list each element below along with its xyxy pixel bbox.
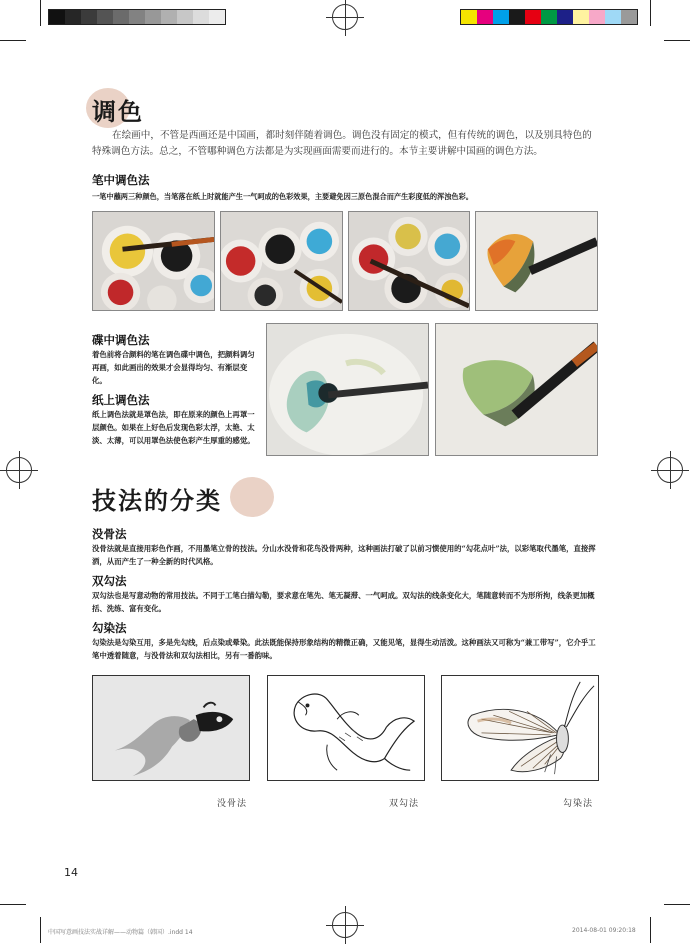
brush-mix-photo-1	[92, 211, 215, 311]
registration-mark-bottom	[332, 912, 358, 938]
section-title-color-mixing	[92, 92, 144, 126]
crop-mark	[0, 904, 26, 905]
crop-mark	[664, 40, 690, 41]
paper-mix-photo	[435, 323, 598, 456]
brush-mix-photo-4	[475, 211, 598, 311]
registration-mark-top	[332, 4, 358, 30]
color-calibration-bar	[460, 9, 638, 25]
crop-mark	[650, 917, 651, 943]
crop-mark	[664, 904, 690, 905]
shuanggou-text: 双勾法也是写意动物的常用技法。不同于工笔白描勾勒，要求意在笔先、笔无凝滞、一气呵成。双勾法的线条变化大，笔随意转而不为形所拘，线条更加概括、洗练、富有变化。	[92, 591, 595, 613]
caption-mogu: 没骨法	[217, 799, 248, 809]
mogu-goldfish-painting	[92, 675, 250, 781]
goudian-butterfly-painting	[441, 675, 599, 781]
paper-mix-title: 纸上调色法	[92, 393, 150, 407]
brush-mix-photo-3	[348, 211, 470, 311]
crop-mark	[40, 0, 41, 26]
grayscale-calibration-bar	[48, 9, 226, 25]
caption-goudian: 勾染法	[563, 799, 594, 809]
caption-shuanggou: 双勾法	[389, 799, 420, 809]
brush-mix-text: 一笔中蘸两三种颜色，当笔落在纸上时就能产生一气呵成的色彩效果，主要避免因三原色混合而产生彩度低的浑浊色彩。	[92, 192, 473, 201]
dish-mix-title: 碟中调色法	[92, 333, 150, 347]
goudian-text: 勾染法是勾染互用，多是先勾线，后点染或晕染。此法既能保持形象结构的精微正确，又能见笔，显得生动活泼。这种画法又可称为“兼工带写”，它介乎工笔中透着随意，与没骨法和双勾法相比，另有一番韵味。	[92, 638, 596, 660]
crop-mark	[40, 917, 41, 943]
heading-blob	[230, 477, 274, 517]
registration-mark-right	[657, 457, 683, 483]
section-title-techniques	[92, 481, 222, 515]
dish-mix-text: 着色前将合颜料的笔在调色碟中调色，把颜料调匀再画，如此画出的效果才会显得均匀、有渐层变化。	[92, 350, 255, 385]
page-number: 14	[64, 866, 78, 879]
goudian-title: 勾染法	[92, 621, 127, 635]
section-title-text: 调色	[92, 98, 144, 126]
brush-mix-photo-2	[220, 211, 343, 311]
shuanggou-title: 双勾法	[92, 574, 127, 588]
registration-mark-left	[6, 457, 32, 483]
crop-mark	[0, 40, 26, 41]
mogu-text: 没骨法就是直接用彩色作画，不用墨笔立骨的技法。分山水没骨和花鸟没骨两种，这种画法打破了以前习惯使用的“勾花点叶”法，以彩笔取代墨笔，直接挥洒，从而产生了一种全新的时代风格。	[92, 544, 596, 566]
crop-mark	[650, 0, 651, 26]
brush-mix-title: 笔中调色法	[92, 173, 150, 187]
footer-timestamp: 2014-08-01 09:20:18	[572, 927, 636, 934]
footer-file-info: 中国写意画技法实战详解——动物篇（韩国）.indd 14	[48, 929, 193, 936]
dish-mix-photo	[266, 323, 429, 456]
intro-paragraph: 在绘画中，不管是西画还是中国画，都时刻伴随着调色。调色没有固定的模式，但有传统的调色，以及别具特色的特殊调色方法。总之，不管哪种调色方法都是为实现画面需要而进行的。本节主要讲解中国画的调色方法。	[92, 130, 592, 157]
paper-mix-text: 纸上调色法就是罩色法，即在原来的颜色上再罩一层颜色。如果在上好色后发现色彩太浮，太艳、太淡、太薄，可以用罩色法使色彩产生厚重的感觉。	[92, 410, 255, 445]
section-title-text: 技法的分类	[92, 487, 222, 515]
mogu-title: 没骨法	[92, 527, 127, 541]
shuanggou-carp-drawing	[267, 675, 425, 781]
